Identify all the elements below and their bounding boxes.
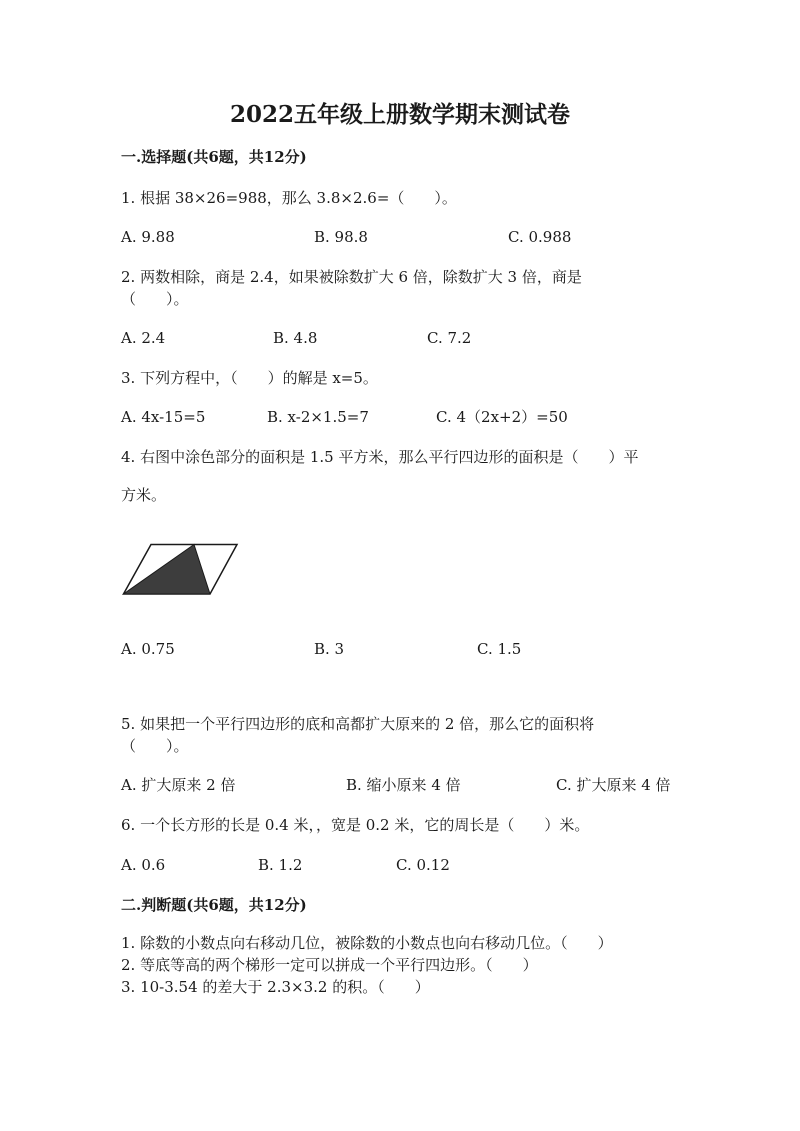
question-3: 3. 下列方程中，（ ）的解是 x=5。 [121,369,378,387]
q1-option-a: A. 9.88 [121,228,175,246]
q1-option-c: C. 0.988 [508,228,572,246]
q4-option-a: A. 0.75 [121,640,175,658]
section-heading-judgment: 二.判断题(共6题，共12分) [121,896,307,914]
question-5-line2: （ ）。 [121,737,189,755]
q6-option-a: A. 0.6 [121,856,166,874]
question-1: 1. 根据 38×26=988，那么 3.8×2.6=（ ）。 [121,189,457,207]
judgment-item-1: 1. 除数的小数点向右移动几位，被除数的小数点也向右移动几位。（ ） [121,934,613,952]
section-heading-choice: 一.选择题(共6题，共12分) [121,148,307,166]
q3-option-c: C. 4（2x+2）=50 [436,408,568,426]
q5-option-b: B. 缩小原来 4 倍 [346,776,461,794]
page-title: 2022五年级上册数学期末测试卷 [229,101,570,128]
judgment-item-2: 2. 等底等高的两个梯形一定可以拼成一个平行四边形。（ ） [121,956,538,974]
q6-option-c: C. 0.12 [396,856,450,874]
question-2-line1: 2. 两数相除，商是 2.4，如果被除数扩大 6 倍，除数扩大 3 倍，商是 [121,268,582,286]
question-2-line2: （ ）。 [121,290,189,308]
q5-option-c: C. 扩大原来 4 倍 [556,776,671,794]
q2-option-a: A. 2.4 [121,329,166,347]
parallelogram-figure [121,542,241,597]
question-6: 6. 一个长方形的长是 0.4 米，，宽是 0.2 米，它的周长是（ ）米。 [121,816,590,834]
q4-option-b: B. 3 [314,640,345,658]
q2-option-c: C. 7.2 [427,329,472,347]
q5-option-a: A. 扩大原来 2 倍 [121,776,236,794]
q3-option-a: A. 4x-15=5 [121,408,206,426]
question-5-line1: 5. 如果把一个平行四边形的底和高都扩大原来的 2 倍，那么它的面积将 [121,715,595,733]
q2-option-b: B. 4.8 [273,329,318,347]
question-4-line2: 方米。 [121,486,167,504]
question-4-line1: 4. 右图中涂色部分的面积是 1.5 平方米，那么平行四边形的面积是（ ）平 [121,448,639,466]
q3-option-b: B. x-2×1.5=7 [267,408,369,426]
judgment-item-3: 3. 10-3.54 的差大于 2.3×3.2 的积。（ ） [121,978,430,996]
q1-option-b: B. 98.8 [314,228,368,246]
q6-option-b: B. 1.2 [258,856,303,874]
q4-option-c: C. 1.5 [477,640,522,658]
